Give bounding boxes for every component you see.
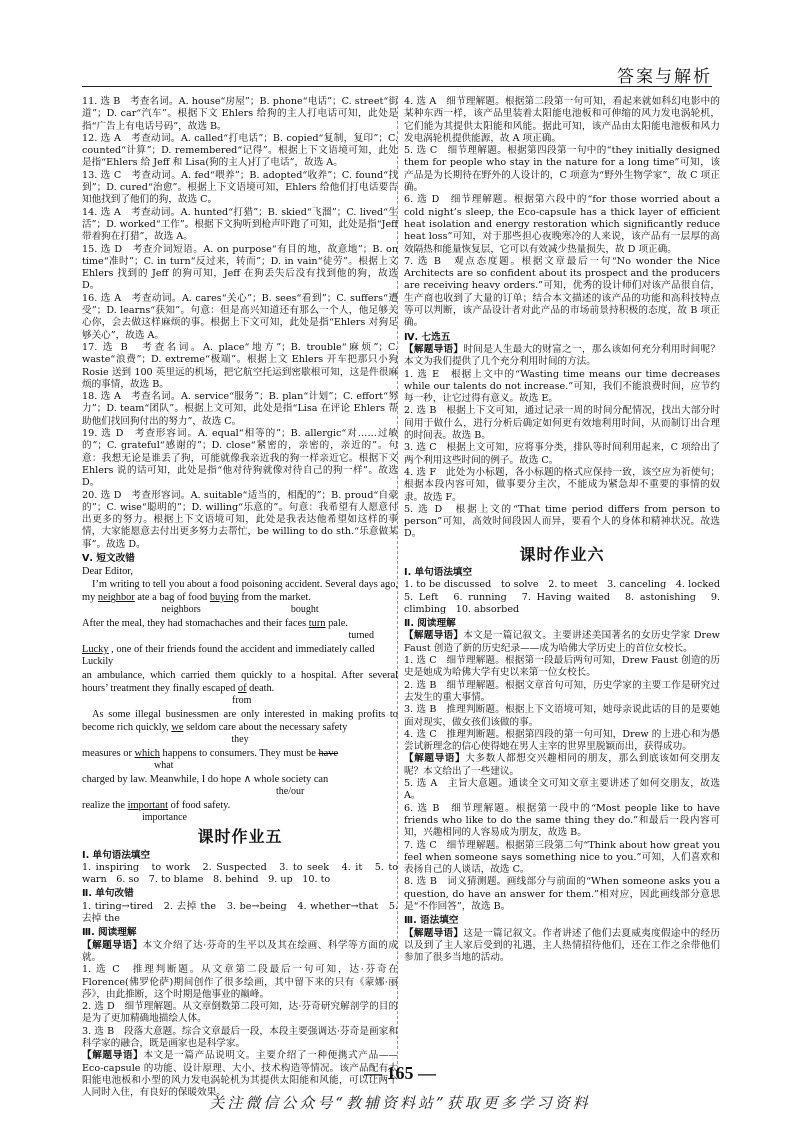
letter-line-6: measures or which happens to consumers. They must be have [82,748,339,760]
answer-item: 2. 选 D 细节理解题。从文章倒数第二段可知，达·芬奇研究解剖学的目的是为了更加精确地描绘人体。 [82,1001,398,1025]
error-word: which [134,748,160,760]
header-title: 答案与解析 [617,67,712,87]
section-heading: Ⅰ. 单句语法填空 [82,849,151,861]
answer-item: 5. 选 C 细节理解题。根据第四段第一句中的“they initially designed them for people who stay in the nature for a long time”可知，该产品是为长期待在野外的人设计的，C 项意为“野外生物学家”，故 C 项正确。 [404,145,720,194]
answer-item: 4. 选 A 细节理解题。根据第二段第一句可知，看起来就如科幻电影中的某种东西一样，该产品里装着太阳能电池板和可伸缩的风力发电涡轮机，它们能为其提供太阳能和风能。据此可知，该产品由太阳能电池板和风力发电涡轮机提供能源，故 A 项正确。 [404,96,720,144]
correction-word: turned [348,630,374,642]
section-title-5: 课时作业五 [197,827,283,847]
answer-item: 19. 选 D 考查形容词。A. equal“相等的”；B. allergic“对……过敏的”；C. grateful“感谢的”；D. close“紧密的，亲密的，亲近的”。句意：我想无论是谁丢了狗，可能就像我亲近我的狗一样亲近它。根据下文 Ehlers 说的话可知，此处是指“他对待狗就像对待自己的狗一样”。故选 D。 [82,428,398,489]
answer-item: 5. 选 A 主旨大意题。通读全文可知文章主要讲述了如何交朋友，故选 A。 [404,778,720,802]
answer-item: 6. 选 D 细节理解题。根据第六段中的“for those worried about a cold night’s sleep, the Eco-capsule has a thick layer of efficient heat isolation and energy restoration which significantly reduce heat loss”可知，对于那些担心夜晚寒冷的人来说，该产品有一层厚的高效隔热和能量恢复层，它可以有效减少热量损失，故 D 项正确。 [404,194,720,255]
passage-guide [404,344,720,369]
error-word: neighbor [97,592,135,604]
answer-item: 17. 选 B 考查名词。A. place“地方”；B. trouble“麻烦”；C. waste“浪费”；D. extreme“极端”。根据上文 Ehlers 开车把那只小狗 Rosie 送到 100 英里远的机场，把它航空托运到密歇根可知，这是件很麻烦的事情，故选 B。 [82,341,398,390]
letter-salutation: Dear Editor, [82,566,133,578]
guide-tag: 【解题导语】 [404,927,464,939]
answer-item: 1. tiring→tired 2. 去掉 the 3. be→being 4. whether→that 5. 去掉 the [82,900,398,925]
answer-item: 1. 选 C 推理判断题。从文章第二段最后一句可知，达·芬奇在 Florence(佛罗伦萨)期间创作了很多绘画，其中留下来的只有《蒙娜·丽莎》，由此推断，这个时期是他事业的巅峰。 [82,964,398,1000]
answer-item: 8. 选 B 词义猜测题。画线部分与前面的“When someone asks you a question, do have an answer for them.”相对应，因此画线部分意思是“不作回答”，故选 B。 [404,876,720,912]
letter-line-8: realize the important of food safety. [82,800,231,812]
answer-item: 2. 选 B 根据上下文可知，通过记录一周的时间分配情况，找出大部分时间用于做什么，进行分析后确定如何更有效地利用时间，从而制订出合理的时间表。故选 B。 [404,405,720,442]
guide-text: 本文是一篇记叙文。主要讲述美国著名的女历史学家 Drew Faust 创造了新的历史纪录——成为哈佛大学历史上的首位女校长。 [404,630,721,654]
correction-word: they [231,734,249,746]
letter-line-2: After the meal, they had stomachaches and their faces turn pale. [82,618,349,630]
answer-item: 1. 选 C 细节理解题。根据第一段最后两句可知，Drew Faust 创造的历史是她成为哈佛大学有史以来第一位女校长。 [404,655,720,679]
section-heading: Ⅳ. 七选五 [404,331,451,343]
answer-item: 4. 选 F 此处为小标题，各小标题的格式应保持一致，该空应为祈使句；根据本段内容可知，做事要分主次，不能成为紧急却不重要的事情的奴隶。故选 F。 [404,466,720,503]
guide-tag: 【解题导语】 [82,939,143,951]
correction-word: neighbors bought [161,604,319,616]
deleted-word: have [318,748,339,760]
answer-item: 2. 选 B 细节理解题。根据文章首句可知，历史学家的主要工作是研究过去发生的重大事情。 [404,679,720,703]
answer-item: 7. 选 B 观点态度题。根据文章最后一句“No wonder the Nice Architects are so confident about its prospect and the producers are receiving heavy orders.”可知，优秀的设计师们对该产品很自信，生产商也收到了大量的订单；结合本文描述的该产品的功能和高科技特点等可以判断，该产品设计者对此产品的市场前景持积极的态度，故 B 项正确。 [404,255,720,329]
answer-item: 5. 选 D 根据上文的“That time period differs from person to person”可知，高效时间段因人而异，要看个人的身体和精神状况。故选 D。 [404,503,720,540]
answer-item: 12. 选 A 考查动词。A. called“打电话”；B. copied“复制，复印”；C. counted“计算”；D. remembered“记得”。根据上下文语境可知，此处是指“Ehlers 给 Jeff 和 Lisa(狗的主人)打了电话”，故选 A。 [82,132,398,169]
answer-item: 11. 选 B 考查名词。A. house“房屋”；B. phone“电话”；C. street“街道”；D. car“汽车”。根据下文 Ehlers 给狗的主人打电话可知，此处是指“广告上有电话号码”，故选 B。 [82,96,398,132]
section-heading: Ⅰ. 单句语法填空 [404,566,473,578]
section-heading: Ⅴ. 短文改错 [82,552,135,564]
section-heading: Ⅲ. 阅读理解 [82,927,137,939]
letter-line-4: an ambulance, which carried them quickly to a hospital. After several hours’ treatment they finally escaped of death. [82,670,398,695]
answer-item: 18. 选 A 考查名词。A. service“服务”；B. plan“计划”；C. effort“努力”；D. team“团队”。根据上文可知，此处是指“Lisa 在评论 Ehlers 帮助他们找回狗付出的努力”，故选 C。 [82,391,398,427]
error-word: of [237,683,247,695]
correction-word: importance [142,812,187,824]
right-answer-list [404,96,720,541]
section-6-list [404,566,730,965]
guide-tag: 【解题导语】 [404,630,464,642]
answer-item: 3. 选 B 推理判断题。根据上下文语境可知，她母亲说此话的目的是要她面对现实，做女孩们该做的事。 [404,704,720,728]
left-column [82,96,398,1100]
passage-guide [82,940,398,965]
guide-text: 大多数人都想交兴趣相同的朋友，那么到底该如何交朋友呢？本文给出了一些建议。 [404,753,720,777]
answer-item: 3. 选 C 根据上文可知，应将事分类，排队等时间利用起来，C 项给出了两个利用这些时间的例子。故选 C。 [404,442,720,466]
answer-item: 6. 选 B 细节理解题。根据第一段中的“Most people like to have friends who like to do the same thing they do.”和最后一段内容可知，兴趣相同的人容易成为朋友，故选 B。 [404,802,720,839]
right-column [404,96,730,964]
answer-item: 7. 选 C 细节理解题。根据第三段第二句“Think about how great you feel when someone says something nice to you.”可知，人们喜欢和表扬自己的人谈话，故选 C。 [404,839,720,876]
answer-item: 1. inspiring to work 2. Suspected 3. to seek 4. it 5. to warn 6. so 7. to blame 8. behind 9. up 10. to [82,861,398,886]
guide-tag: 【解题导语】 [82,1050,144,1062]
section-heading: Ⅱ. 阅读理解 [404,618,456,630]
guide-text: 时间是人生最大的财富之一，那么该如何充分利用时间呢？本文为我们提供了几个充分利用时间的方法。 [404,343,721,368]
error-word: important [127,800,168,812]
guide-tag: 【解题导语】 [404,753,466,765]
answer-item: 14. 选 A 考查动词。A. hunted“打猎”；B. skied“飞溜”；C. lived“生活”；D. worked“工作”。根据下文狗听到枪声吓跑了可知，此处是指“Jeff 带着狗在打猎”，故选 A。 [82,206,398,243]
letter-line-1: I’m writing to tell you about a food poisoning accident. Several days ago, my neighbor ate a bag of food buying from the market. [82,579,398,604]
guide-tag: 【解题导语】 [404,343,464,355]
footer-watermark: 关注微信公众号“教辅资料站”获取更多学习资料 [209,1094,591,1112]
error-word: turn [308,618,326,630]
passage-guide [404,928,720,965]
letter-line-3: Lucky , one of their friends found the accident and immediately called [82,644,375,656]
passage-guide [404,630,720,655]
answer-item: 1. to be discussed to solve 2. to meet 3. canceling 4. locked 5. Left 6. running 7. Having waited 8. astonishing 9. climbing 10. absorbed [404,579,730,615]
passage-guide [404,753,720,778]
answer-item: 15. 选 D 考查介词短语。A. on purpose“有目的地，故意地”；B. on time“准时”；C. in turn“反过来，转而”；D. in vain“徒劳”。根据上文 Ehlers 找到的 Jeff 的狗可知，Jeff 在狗丢失后没有找到他的狗，故选 D。 [82,243,398,292]
section-title-6: 课时作业六 [519,544,605,564]
correction-word: the/our [276,786,305,798]
letter-line-7: charged by law. Meanwhile, I do hope ∧ whole society can [82,774,329,786]
guide-text: 本文介绍了达·芬奇的生平以及其在绘画、科学等方面的成就。 [82,939,398,963]
answer-item: 20. 选 D 考查形容词。A. suitable“适当的，相配的”；B. proud“自豪的”；C. wise“聪明的”；D. willing“乐意的”。句意：我希望有人愿意付出更多的努力。根据上下文语境可知，此处是我表达他希望如这样的事情，大家能愿意去付出更多努力去帮忙，be willing to do sth.“乐意做某事”。故选 D。 [82,489,398,550]
guide-text: 本文是一篇产品说明文。主要介绍了一种便携式产品——Eco-capsule 的功能、设计原理、大小、技术构造等情况。该产品配有太阳能电池板和小型的风力发电涡轮机为其提供太阳能和风能，可以让两个人同时入住，有良好的保暖效果。 [82,1050,399,1099]
answer-item: 16. 选 A 考查动词。A. cares“关心”；B. sees“看到”；C. suffers“遭受”；D. learns“获知”。句意：但是高兴知道还有那么一个人，他足够关心你，会去做这样麻烦的事。根据上下文可知，此处是指“Ehlers 对狗足够关心”，故选 A。 [82,292,398,341]
answer-item: 1. 选 E 根据上文中的“Wasting time means our time decreases while our talents do not increase.”可知，我们不能浪费时间，应节约每一秒，让它过得有意义。故选 E。 [404,368,720,405]
correction-word: Luckily [82,656,114,668]
error-correction-letter [82,565,398,823]
error-word: Lucky [82,644,109,656]
answer-item: 13. 选 C 考查动词。A. fed“喂养”；B. adopted“收养”；C. found“找到”；D. cured“治愈”。根据上下文语境可知，Ehlers 给他们打电话要告知他找到了他们的狗，故选 C。 [82,169,398,206]
letter-line-5: As some illegal businessmen are only interested in making profits to become rich quickly, we seldom care about the necessary safety [82,709,398,734]
answer-item: 3. 选 B 段落大意题。综合文章最后一段，本段主要强调达·芬奇是画家和科学家的融合，既是画家也是科学家。 [82,1025,398,1050]
page-number: — 165 — [364,1063,436,1083]
answer-item: 4. 选 C 推理判断题。根据第四段的第一句可知，Drew 的上进心和为愚尝试新理念的信心使得她在男人主宰的世界里脱颖而出，获得成功。 [404,728,720,753]
left-answer-list [82,96,398,565]
correction-word: what [154,760,174,772]
correction-word: from [232,695,252,707]
section-heading: Ⅲ. 语法填空 [404,915,459,927]
error-word: buying [209,592,239,604]
guide-text: 这是一篇记叙文。作者讲述了他们去夏威夷度假途中的经历以及到了主人家后受到的礼遇，主人热情招待他们，还在工作之余带他们参加了很多当地的活动。 [404,927,721,964]
section-heading: Ⅱ. 单句改错 [82,888,134,900]
error-word: we [171,722,184,734]
insert-caret-icon: ∧ [243,774,252,786]
header-rule [82,86,712,87]
